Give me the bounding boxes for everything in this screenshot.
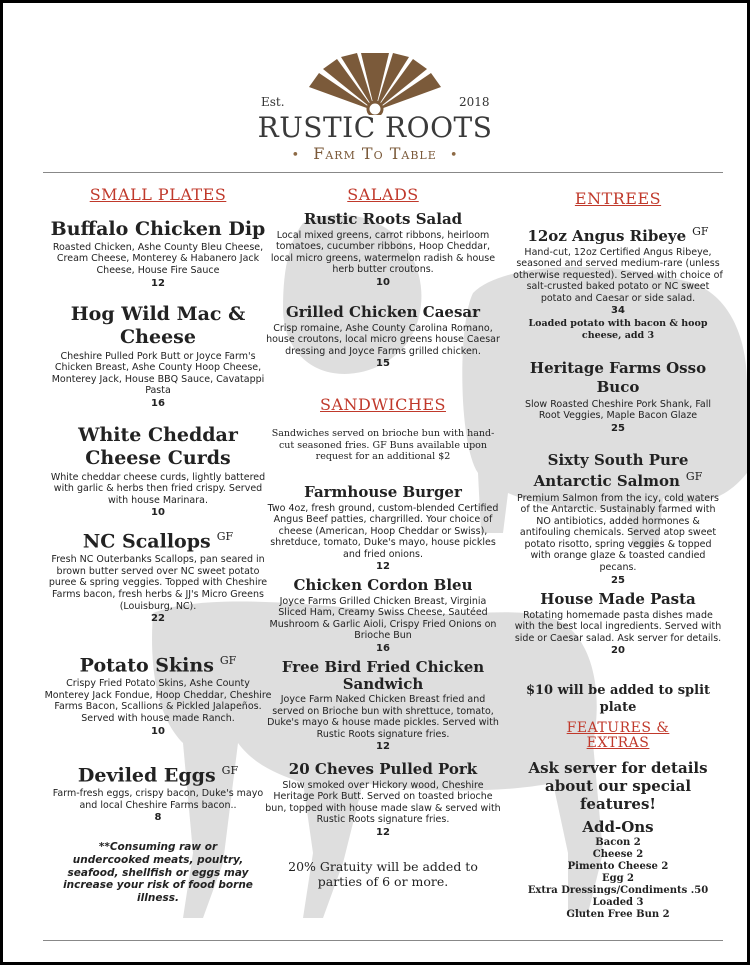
- addons-list: [513, 837, 723, 921]
- item-name: Sixty South Pure Antarctic Salmon: [533, 451, 689, 490]
- menu-item: [43, 765, 273, 823]
- item-price: 25: [611, 574, 625, 586]
- item-name: Farmhouse Burger: [304, 483, 462, 501]
- addon-item: Extra Dressings/Condiments .50: [527, 885, 709, 896]
- menu-item: [265, 304, 501, 369]
- item-description: Slow smoked over Hickory wood, Cheshire Heritage Pork Butt. Served on toasted brioche bun, topped with house made slaw & served with Rustic Roots signature fries.: [265, 779, 501, 826]
- established-label: Est.: [261, 95, 285, 109]
- windmill-logo-icon: [305, 53, 445, 115]
- item-description: Crisp romaine, Ashe County Carolina Romano, house croutons, local micro greens house Caesar dressing and Joyce Farms grilled chicken.: [266, 322, 500, 357]
- item-description: Rotating homemade pasta dishes made with the best local ingredients. Served with side or Caesar salad. Ask server for details.: [514, 609, 722, 644]
- item-description: White cheddar cheese curds, lightly battered with garlic & herbs then fried crispy. Served with house Marinara.: [50, 471, 266, 506]
- item-name-row: [43, 655, 273, 676]
- menu-item: [43, 424, 273, 518]
- menu-item: [265, 659, 501, 752]
- item-description: Crispy Fried Potato Skins, Ashe County Monterey Jack Fondue, Hoop Cheddar, Cheshire Farms Bacon, Scallions & Pickled Jalapeños. Served with house made Ranch.: [44, 678, 272, 724]
- item-name: White Cheddar Cheese Curds: [78, 424, 238, 469]
- gluten-free-badge: GF: [219, 654, 237, 667]
- tagline: [3, 144, 747, 163]
- gluten-free-badge: GF: [692, 225, 709, 238]
- item-description: Joyce Farm Naked Chicken Breast fried and served on Brioche bun with shrettuce, tomato, Duke's mayo & house made pickles. Served with Rustic Roots signature fries.: [267, 694, 499, 740]
- item-name: Potato Skins: [79, 654, 214, 677]
- menu-item: [43, 531, 273, 624]
- item-price: 10: [376, 276, 390, 288]
- item-name: NC Scallops: [82, 530, 211, 553]
- top-divider: [43, 172, 723, 173]
- gluten-free-badge: GF: [685, 469, 703, 483]
- item-name: Rustic Roots Salad: [303, 210, 463, 228]
- item-price: 12: [151, 277, 165, 289]
- menu-item: [513, 226, 723, 342]
- menu-item: [265, 577, 501, 654]
- gluten-free-badge: GF: [216, 530, 234, 543]
- menu-item: [43, 655, 273, 737]
- small-plates-title: SMALL PLATES: [89, 185, 227, 204]
- item-price: 25: [611, 422, 625, 434]
- menu-item: [43, 303, 273, 409]
- established-year: 2018: [459, 95, 490, 109]
- menu-item: [513, 359, 723, 434]
- entrees-title: ENTREES: [574, 189, 662, 208]
- item-name-row: [43, 531, 273, 552]
- tagline-text: Farm To Table: [313, 144, 437, 163]
- item-price: 15: [376, 358, 390, 370]
- item-price: 12: [376, 826, 390, 838]
- item-price: 34: [611, 305, 625, 317]
- item-price: 20: [611, 645, 625, 657]
- item-description: Cheshire Pulled Pork Butt or Joyce Farm's Chicken Breast, Ashe County Hoop Cheese, Monterey Jack, House BBQ Sauce, Cavatappi Pasta: [51, 350, 265, 397]
- item-description: Joyce Farms Grilled Chicken Breast, Virginia Sliced Ham, Creamy Swiss Cheese, Sautéed Mushroom & Garlic Aioli, Crispy Fried Onions on Brioche Bun: [269, 595, 497, 642]
- features-title: FEATURES & EXTRAS: [566, 720, 670, 752]
- menu-page: [3, 3, 747, 962]
- item-price: 16: [376, 642, 390, 654]
- food-safety-warning: **Consuming raw or undercooked meats, poultry, seafood, shellfish or eggs may increase your risk of food borne illness.: [63, 841, 253, 905]
- features-ask: Ask server for details about our special features!: [528, 759, 708, 813]
- menu-item: [265, 761, 501, 838]
- item-name-row: [513, 226, 723, 245]
- item-addon-note: Loaded potato with bacon & hoop cheese, add 3: [528, 318, 708, 341]
- sandwiches-intro: Sandwiches served on brioche bun with hand-cut seasoned fries. GF Buns available upon request for an additional $2: [271, 428, 495, 463]
- gluten-free-badge: GF: [221, 764, 239, 777]
- item-name: Grilled Chicken Caesar: [285, 303, 481, 321]
- bullet-icon: •: [449, 148, 459, 163]
- bullet-icon: •: [291, 148, 301, 163]
- item-name: Hog Wild Mac & Cheese: [70, 303, 246, 348]
- menu-item: [265, 211, 501, 288]
- item-price: 12: [376, 741, 390, 753]
- restaurant-name: RUSTIC ROOTS: [257, 111, 493, 144]
- item-price: 22: [151, 613, 165, 625]
- sandwiches-title: SANDWICHES: [320, 395, 446, 414]
- item-name: House Made Pasta: [540, 590, 696, 608]
- addon-item: Bacon 2: [595, 837, 641, 848]
- item-name: 20 Cheves Pulled Pork: [288, 760, 478, 778]
- menu-item: [513, 451, 723, 586]
- item-price: 10: [151, 725, 165, 737]
- item-name: Deviled Eggs: [77, 764, 216, 787]
- addons-title: Add-Ons: [582, 818, 654, 836]
- item-price: 10: [151, 507, 165, 519]
- item-description: Roasted Chicken, Ashe County Bleu Cheese, Cream Cheese, Monterey & Habanero Jack Cheese, House Fire Sauce: [52, 241, 264, 277]
- item-name-row: [513, 451, 723, 491]
- addon-item: Loaded 3: [592, 897, 644, 908]
- menu-item: [43, 219, 273, 289]
- item-price: 16: [151, 397, 165, 409]
- item-description: Slow Roasted Cheshire Pork Shank, Fall Root Veggies, Maple Bacon Glaze: [524, 398, 712, 422]
- menu-item: [513, 591, 723, 656]
- item-description: Farm-fresh eggs, crispy bacon, Duke's mayo and local Cheshire Farms bacon..: [52, 788, 264, 811]
- item-price: 8: [154, 812, 162, 824]
- item-name: Buffalo Chicken Dip: [50, 218, 266, 240]
- item-name-row: [43, 765, 273, 786]
- gratuity-notice: 20% Gratuity will be added to parties of 6 or more.: [288, 859, 478, 890]
- item-description: Hand-cut, 12oz Certified Angus Ribeye, seasoned and served medium-rare (unless otherwise requested). Served with choice of salt-crusted baked potato or NC sweet potato and Caesar or side salad.: [513, 246, 723, 304]
- split-plate-notice: $10 will be added to split plate: [525, 683, 711, 715]
- bottom-divider: [43, 940, 723, 941]
- item-description: Fresh NC Outerbanks Scallops, pan seared in brown butter served over NC sweet potato puree & spring veggies. Topped with Cheshire Farms bacon, fresh herbs & JJ's Micro Greens (Louisburg, NC).: [48, 554, 268, 612]
- item-price: 12: [376, 561, 390, 573]
- item-description: Local mixed greens, carrot ribbons, heirloom tomatoes, cucumber ribbons, Hoop Cheddar, local micro greens, watermelon radish & house herb butter croutons.: [270, 229, 496, 276]
- item-name: Free Bird Fried Chicken Sandwich: [281, 658, 485, 693]
- addon-item: Cheese 2: [592, 849, 644, 860]
- menu-header: [3, 43, 747, 173]
- item-name: Chicken Cordon Bleu: [293, 576, 473, 594]
- item-name: Heritage Farms Osso Buco: [529, 359, 707, 396]
- item-description: Premium Salmon from the icy, cold waters of the Antarctic. Sustainably farmed with NO antibiotics, added hormones & antifouling chemicals. Served atop sweet potato risotto, spring veggies & topped with orange glaze & toasted candied pecans.: [517, 492, 719, 573]
- item-description: Two 4oz, fresh ground, custom-blended Certified Angus Beef patties, chargrilled. Your choice of cheese (American, Hoop Cheddar or Swiss), shretduce, tomato, Duke's mayo, house pickles and fried onions.: [267, 502, 499, 560]
- item-name: 12oz Angus Ribeye: [527, 227, 687, 245]
- menu-item: [265, 484, 501, 572]
- addon-item: Egg 2: [601, 873, 635, 884]
- addon-item: Gluten Free Bun 2: [566, 909, 670, 920]
- salads-title: SALADS: [347, 185, 419, 204]
- addon-item: Pimento Cheese 2: [567, 861, 669, 872]
